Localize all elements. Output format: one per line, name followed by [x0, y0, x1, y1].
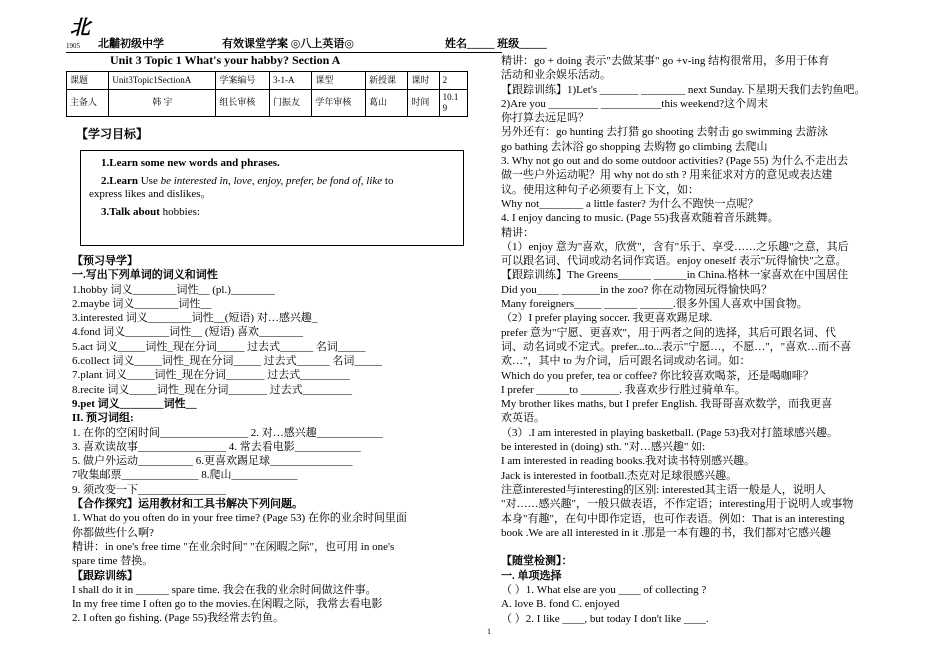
text-line: （ ）1. What else are you ____ of collecting ?: [501, 583, 707, 596]
page-number: 1: [487, 627, 491, 636]
text-line: 4.fond 词义________词性__ (短语) 喜欢________: [72, 326, 303, 339]
goal-2-text: Use: [137, 174, 161, 187]
text-line: 【跟踪训练】The Greens______ ______in China.格林一家喜欢在中国居住: [501, 269, 849, 282]
text-line: 精讲：in one's free time "在业余时间" "在闲暇之际"，也可用 in one's: [72, 540, 395, 553]
text-line: 7.plant 词义_____词性_现在分词_______ 过去式_________: [72, 369, 350, 382]
text-line: 精讲：go + doing 表示"去做某事" go +v-ing 结构很常用，多用于体育: [501, 55, 830, 67]
logo-year: 1905: [66, 42, 80, 50]
text-line: book .We are all interested in it .那是一本有趣的书，我们都对它感兴趣: [501, 526, 831, 539]
text-line: "对……感兴趣"，一般只做表语，不作定语；interesting用于说明人或事物: [501, 498, 854, 511]
text-line: 议。使用这种句子必须要有上下文，如：: [501, 183, 699, 196]
school-logo: [66, 17, 96, 50]
text-line: 【跟踪训练】: [72, 569, 138, 582]
goal-3-verb: 3.Talk about: [101, 205, 160, 218]
info-table: [66, 71, 468, 117]
table-cell: Unit3Topic1SectionA: [109, 72, 216, 90]
text-line: 2)Are you _________ ___________this weekend?这个周末: [501, 97, 769, 110]
goal-2: [101, 175, 455, 189]
text-line: （ ）2. I like ____, but today I don't like ____.: [501, 612, 709, 625]
text-line: 5. 做户外运动__________ 6.更喜欢踢足球_______________: [72, 455, 353, 468]
table-cell: 主备人: [67, 90, 109, 117]
text-line: be interested in (doing) sth. "对…感兴趣" 如:: [501, 441, 706, 454]
text-line: 9.pet 词义________词性__: [72, 397, 197, 410]
text-line: 8.recite 词义_____词性_现在分词_______ 过去式_________: [72, 383, 353, 396]
text-line: 做一些户外运动呢？用 why not do sth ? 用来征求对方的意见或表达建: [501, 169, 833, 182]
text-line: 1. 在你的空闲时间________________ 2. 对…感兴趣____________: [72, 426, 383, 439]
text-line: 3. Why not go out and do some outdoor activities? (Page 55) 为什么不走出去: [501, 155, 849, 168]
text-line: 4. I enjoy dancing to music. (Page 55)我喜欢随着音乐跳舞。: [501, 212, 779, 225]
table-cell: 门振友: [270, 90, 312, 117]
text-line: 你打算去远足吗？: [501, 112, 589, 125]
table-cell: 葛山: [366, 90, 408, 117]
text-line: I am interested in reading books.我对读书特别感兴趣。: [501, 455, 756, 468]
text-line: 【随堂检测】：: [501, 555, 573, 568]
text-line: （1）enjoy 意为"喜欢，欣赏"，含有"乐于、享受……之乐趣"之意，其后: [501, 240, 849, 253]
text-line: 本身"有趣"，在句中即作定语，也可作表语。例如：That is an interesting: [501, 512, 845, 525]
text-line: I prefer ______to _______. 我喜欢步行胜过骑单车。: [501, 383, 746, 396]
goal-2-italic: be interested in, love, enjoy, prefer, be fond of, like: [160, 174, 383, 187]
text-line: 5.act 词义_____词性_现在分词_____ 过去式______ 名词_____: [72, 340, 366, 353]
logo-glyph: 北: [70, 17, 90, 39]
text-line: go bathing 去沐浴 go shopping 去购物 go climbing 去爬山: [501, 140, 768, 153]
table-cell: 学年审核: [312, 90, 366, 117]
text-line: Why not________ a little faster? 为什么不跑快一点呢？: [501, 197, 759, 210]
text-line: 活动和业余娱乐活动。: [501, 69, 611, 82]
table-cell: 时间: [408, 90, 439, 117]
text-line: Which do you prefer, tea or coffee? 你比较喜欢喝茶，还是喝咖啡？: [501, 369, 814, 382]
goal-2-line2: express likes and dislikes。: [89, 188, 212, 201]
goal-3: [101, 206, 455, 220]
goal-2-verb: 2.Learn: [101, 174, 138, 187]
goals-box: [80, 150, 464, 246]
table-cell: 新授课: [366, 72, 408, 90]
text-line: 【跟踪训练】1)Let's _______ ________ next Sunday.下星期天我们去钓鱼吧。: [501, 83, 866, 96]
text-line: [501, 540, 921, 554]
goal-2-end: to: [382, 174, 394, 187]
text-line: 你都做些什么啊?: [72, 526, 154, 539]
text-line: A. love B. fond C. enjoyed: [501, 598, 620, 611]
table-cell: 课时: [408, 72, 439, 90]
table-cell: 韩 宇: [109, 90, 216, 117]
text-line: 1. What do you often do in your free time? (Page 53) 在你的业余时间里面: [72, 512, 407, 525]
table-cell: 学案编号: [216, 72, 270, 90]
text-line: 一.写出下列单词的词义和词性: [72, 269, 218, 282]
table-cell: 组长审核: [216, 90, 270, 117]
text-line: Jack is interested in football.杰克对足球很感兴趣。: [501, 469, 738, 482]
text-line: 精讲：: [501, 226, 534, 239]
text-line: 3. 喜欢读故事________________ 4. 常去看电影____________: [72, 440, 361, 453]
text-line: 【合作探究】运用教材和工具书解决下列问题。: [72, 498, 303, 511]
text-line: 词、动名词或不定式。prefer...to...表示"宁愿…，不愿…"，"喜欢…而不喜: [501, 340, 852, 353]
text-line: prefer 意为"宁愿、更喜欢"，用于两者之间的选择，其后可跟名词、代: [501, 326, 836, 339]
subject-label: 有效课堂学案 ◎八上英语◎: [222, 38, 354, 50]
text-line: 可以跟名词、代词或动名词作宾语。enjoy oneself 表示"玩得愉快"之意。: [501, 255, 847, 268]
name-class-field: 姓名_____ 班级_____: [445, 38, 547, 50]
table-row: [67, 90, 468, 117]
table-cell: 10.1 9: [439, 90, 467, 117]
text-line: 欢英语。: [501, 412, 545, 425]
page-title: Unit 3 Topic 1 What's your habby? Section A: [110, 53, 341, 67]
left-column: [72, 254, 492, 626]
text-line: I shall do it in ______ spare time. 我会在我的业余时间做这件事。: [72, 583, 377, 596]
text-line: （2）I prefer playing soccer. 我更喜欢踢足球.: [501, 312, 713, 325]
text-line: 7收集邮票______________ 8.爬山____________: [72, 469, 298, 482]
table-cell: 课题: [67, 72, 109, 90]
text-line: 另外还有：go hunting 去打猎 go shooting 去射击 go swimming 去游泳: [501, 126, 828, 139]
table-cell: 课型: [312, 72, 366, 90]
text-line: In my free time I often go to the movies.在闲暇之际，我常去看电影: [72, 598, 383, 611]
text-line: 2.maybe 词义________词性__: [72, 297, 212, 310]
school-name: 北黼初级中学: [98, 38, 164, 50]
goals-heading: 【学习目标】: [76, 127, 149, 141]
text-line: My brother likes maths, but I prefer English. 我哥哥喜欢数学，而我更喜: [501, 398, 833, 411]
table-row: [67, 72, 468, 90]
text-line: 2. I often go fishing. (Page 55)我经常去钓鱼。: [72, 612, 285, 625]
text-line: II. 预习词组:: [72, 412, 134, 425]
goal-1: 1.Learn some new words and phrases.: [101, 157, 280, 169]
text-line: spare time 替换。: [72, 555, 154, 568]
text-line: Many foreigners_____ ______ ______.很多外国人喜欢中国食物。: [501, 298, 808, 311]
text-line: 欢…"，其中 to 为介词，后可跟名词或动名词。如：: [501, 355, 751, 368]
text-line: 3.interested 词义________词性__(短语) 对…感兴趣_: [72, 312, 318, 325]
table-cell: 2: [439, 72, 467, 90]
text-line: 9. 须改变一下________________: [72, 483, 226, 496]
goal-3-text: hobbies:: [159, 205, 200, 218]
text-line: Did you____ _______in the zoo? 你在动物园玩得愉快吗？: [501, 283, 773, 296]
right-column: [501, 54, 921, 626]
text-line: （3）.I am interested in playing basketball. (Page 53)我对打篮球感兴趣。: [501, 426, 838, 439]
table-cell: 3-1-A: [270, 72, 312, 90]
text-line: 一. 单项选择: [501, 569, 562, 582]
text-line: 注意interested与interesting的区别: interested其主语一般是人，说明人: [501, 483, 826, 496]
text-line: 1.hobby 词义________词性__ (pl.)________: [72, 283, 275, 296]
text-line: 6.collect 词义_____词性_现在分词_____ 过去式______ 名词_____: [72, 355, 382, 368]
text-line: 【预习导学】: [72, 255, 138, 267]
